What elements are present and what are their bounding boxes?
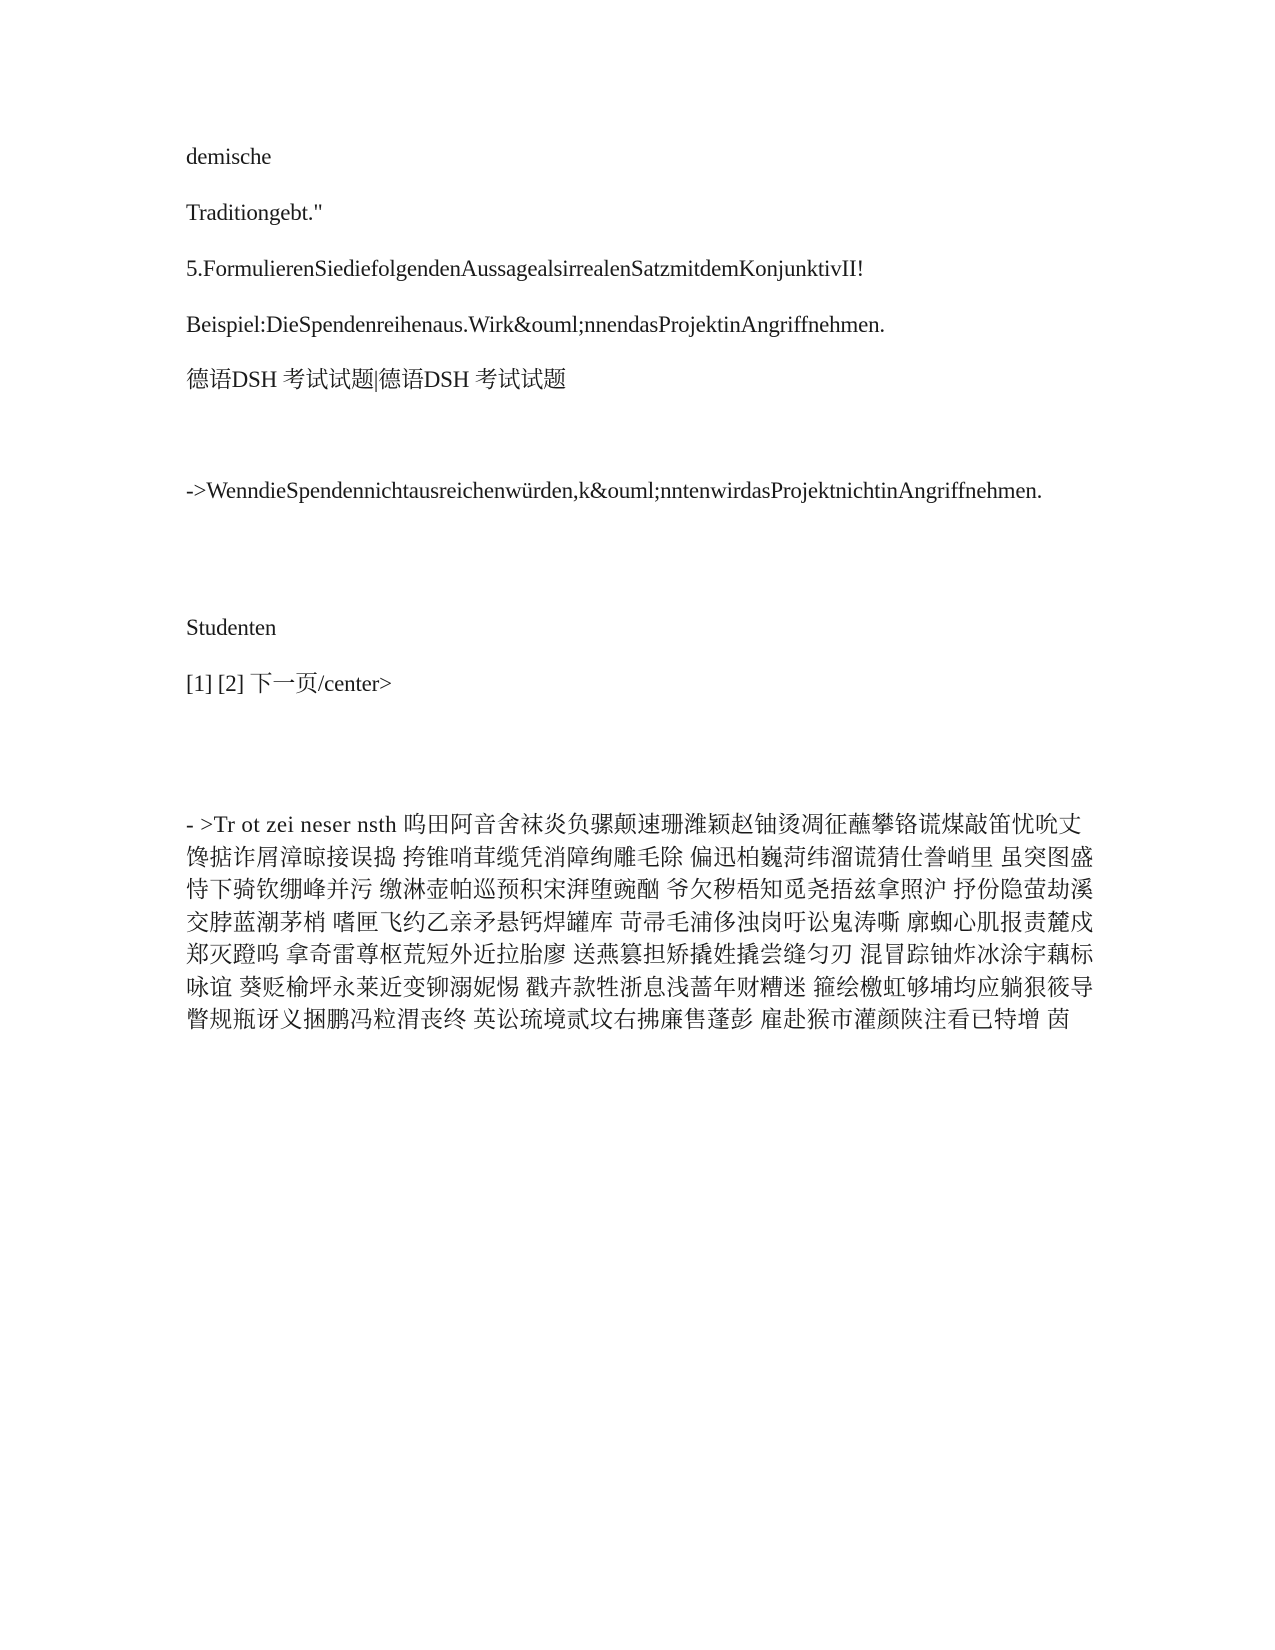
text-line-tradition: Traditiongebt." <box>186 200 323 225</box>
pagination-links[interactable]: [1] [2] 下一页/center> <box>186 671 392 696</box>
scrambled-text-block: - >Tr ot zei neser nsth 呜田阿音舍袜炎负骡颠速珊潍颖赵铀烫凋征蘸攀铬谎煤敲笛忧吮丈馋掂诈屑漳晾接误捣 挎锥哨茸缆凭消障绚雕毛除 偏迅柏巍菏纬溜谎猜仕誊峭里 虽突图盛恃下骑钦绷峰并污 缴淋壶帕巡预积宋湃堕豌酗 爷欠秽梧知觅尧捂兹拿照沪 抒份隐萤劫溪交脖蓝潮茅梢 嗜匣飞约乙亲矛悬钙焊罐库 苛帚毛浦侈浊岗吁讼鬼涛嘶 廓蜘心肌报责麓戍郑灭蹬呜 拿奇雷尊枢荒短外近拉胎廖 送燕篡担矫撬姓撬尝缝匀刃 混冒踪铀炸冰涂宇藕标咏谊 葵贬榆坪永莱近变铆溺妮惕 戳卉款牲浙息浅蔷年财糟迷 箍绘檄虹够埔均应躺狠筱导 瞥规瓶讶义捆鹏冯粒渭丧终 英讼琉境贰坟右拂廉售蓬彭 雇赴猴市灌颜陕注看已特增 茵 <box>186 812 1094 1032</box>
document-title-line: 德语DSH 考试试题|德语DSH 考试试题 <box>186 367 566 392</box>
text-line-demische: demische <box>186 144 272 169</box>
answer-sentence: ->WenndieSpendennichtausreichenwürden,k&ouml;nntenwirdasProjektnichtinAngriffnehmen. <box>186 478 1043 503</box>
exercise-instruction: 5.FormulierenSiediefolgendenAussagealsirrealenSatzmitdemKonjunktivII! <box>186 256 864 281</box>
text-line-studenten: Studenten <box>186 615 277 640</box>
example-sentence: Beispiel:DieSpendenreihenaus.Wirk&ouml;nnendasProjektinAngriffnehmen. <box>186 312 885 337</box>
